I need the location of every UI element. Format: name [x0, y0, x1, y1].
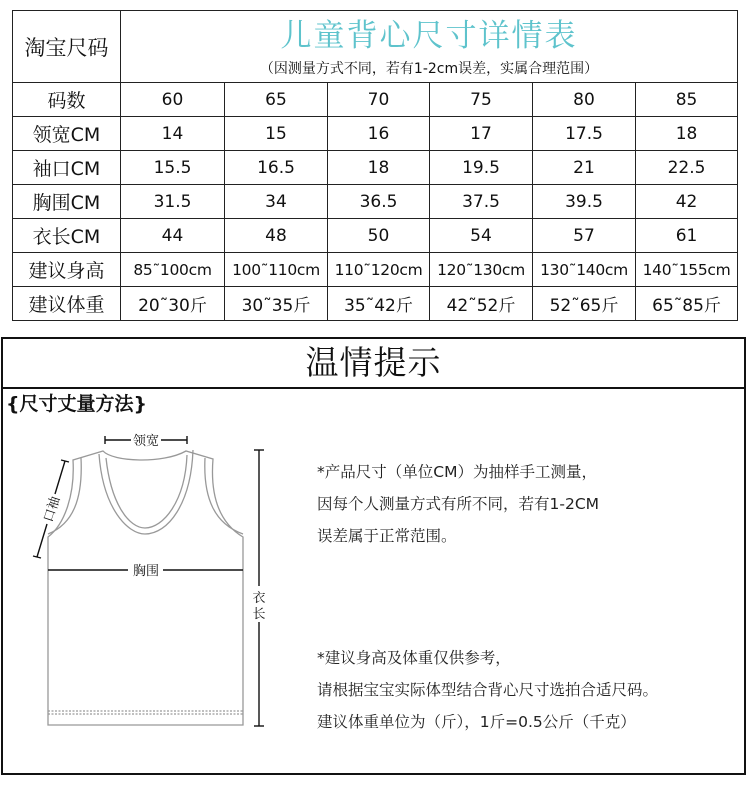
table-header-row — [13, 11, 738, 83]
note-line: 因每个人测量方式有所不同，若有1-2CM — [317, 495, 600, 513]
table-cell: 21 — [533, 151, 636, 185]
table-cell: 65˜85斤 — [636, 287, 738, 321]
table-cell: 140˜155cm — [636, 253, 738, 287]
table-row — [13, 219, 738, 253]
table-cell: 42 — [636, 185, 738, 219]
length-label-2: 长 — [252, 607, 266, 622]
table-cell: 65 — [225, 83, 328, 117]
table-cell: 15.5 — [121, 151, 225, 185]
note-line: 误差属于正常范围。 — [317, 527, 457, 545]
table-cell: 50 — [328, 219, 430, 253]
method-title: {尺寸丈量方法} — [6, 393, 148, 415]
table-row — [13, 151, 738, 185]
length-label-1: 衣 — [252, 591, 266, 606]
table-cell: 37.5 — [430, 185, 533, 219]
row-label: 建议体重 — [13, 287, 121, 321]
table-cell: 85 — [636, 83, 738, 117]
note-line: *产品尺寸（单位CM）为抽样手工测量， — [317, 463, 597, 481]
corner-label: 淘宝尺码 — [13, 11, 121, 83]
measurement-lines — [33, 436, 264, 726]
table-row — [13, 117, 738, 151]
vest-measurement-diagram — [3, 424, 303, 774]
table-cell: 42˜52斤 — [430, 287, 533, 321]
table-cell: 75 — [430, 83, 533, 117]
tips-panel — [1, 337, 746, 775]
table-cell: 19.5 — [430, 151, 533, 185]
table-cell: 35˜42斤 — [328, 287, 430, 321]
table-cell: 48 — [225, 219, 328, 253]
table-cell: 85˜100cm — [121, 253, 225, 287]
table-cell: 30˜35斤 — [225, 287, 328, 321]
chest-label: 胸围 — [132, 564, 160, 579]
armhole-label: 口袖 — [41, 494, 64, 525]
table-cell: 17 — [430, 117, 533, 151]
table-cell: 34 — [225, 185, 328, 219]
table-cell: 20˜30斤 — [121, 287, 225, 321]
note-line: *建议身高及体重仅供参考， — [317, 649, 511, 667]
measurement-note — [317, 456, 599, 552]
table-cell: 61 — [636, 219, 738, 253]
table-heading — [121, 11, 738, 83]
table-cell: 17.5 — [533, 117, 636, 151]
table-subtitle: （因测量方式不同，若有1-2cm误差，实属合理范围） — [259, 61, 599, 77]
table-cell: 100˜110cm — [225, 253, 328, 287]
row-label: 建议身高 — [13, 253, 121, 287]
table-cell: 14 — [121, 117, 225, 151]
vest-outline-icon — [48, 450, 243, 725]
row-label: 码数 — [13, 83, 121, 117]
note-line: 建议体重单位为（斤），1斤=0.5公斤（千克） — [317, 713, 636, 731]
table-row — [13, 253, 738, 287]
table-cell: 16 — [328, 117, 430, 151]
recommendation-note — [317, 642, 658, 738]
table-cell: 70 — [328, 83, 430, 117]
collar-label: 领宽 — [132, 434, 160, 449]
row-label: 袖口CM — [13, 151, 121, 185]
table-cell: 60 — [121, 83, 225, 117]
row-label: 衣长CM — [13, 219, 121, 253]
table-cell: 39.5 — [533, 185, 636, 219]
table-cell: 36.5 — [328, 185, 430, 219]
table-cell: 54 — [430, 219, 533, 253]
table-row — [13, 83, 738, 117]
table-cell: 16.5 — [225, 151, 328, 185]
table-row — [13, 287, 738, 321]
row-label: 领宽CM — [13, 117, 121, 151]
table-cell: 18 — [328, 151, 430, 185]
table-cell: 15 — [225, 117, 328, 151]
table-cell: 52˜65斤 — [533, 287, 636, 321]
table-row — [13, 185, 738, 219]
table-cell: 57 — [533, 219, 636, 253]
table-cell: 31.5 — [121, 185, 225, 219]
table-cell: 18 — [636, 117, 738, 151]
row-label: 胸围CM — [13, 185, 121, 219]
table-cell: 80 — [533, 83, 636, 117]
table-cell: 110˜120cm — [328, 253, 430, 287]
table-cell: 22.5 — [636, 151, 738, 185]
note-line: 请根据宝宝实际体型结合背心尺寸选拍合适尺码。 — [317, 681, 659, 699]
tips-title: 温情提示 — [3, 339, 744, 389]
table-cell: 44 — [121, 219, 225, 253]
size-chart-table — [12, 10, 738, 321]
table-title: 儿童背心尺寸详情表 — [280, 18, 578, 54]
table-cell: 120˜130cm — [430, 253, 533, 287]
table-cell: 130˜140cm — [533, 253, 636, 287]
